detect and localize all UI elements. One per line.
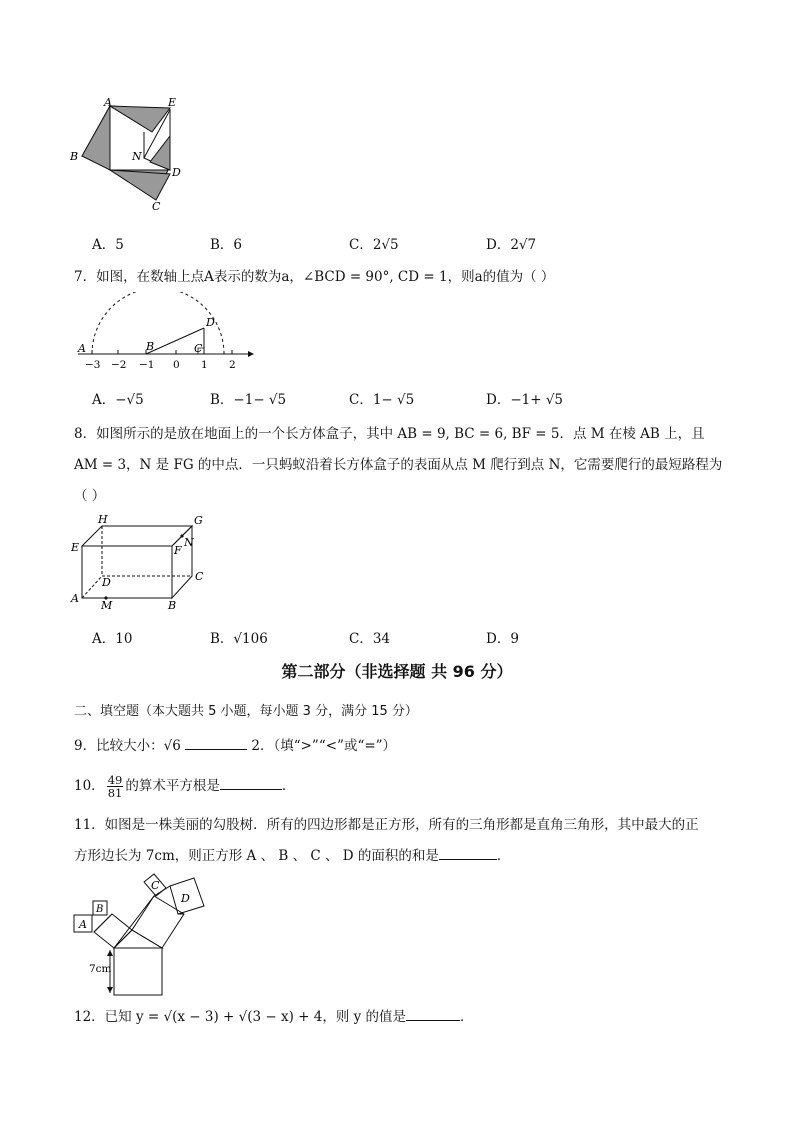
q6-option-b[interactable]: B．6 xyxy=(210,237,243,253)
q8-stem-line1: 8．如图所示的是放在地面上的一个长方体盒子，其中 AB = 9, BC = 6, BF = 5．点 M 在棱 AB 上，且 xyxy=(74,426,705,442)
q6-figure xyxy=(66,96,192,216)
q11-left-square xyxy=(94,914,132,948)
q9-answer-blank[interactable] xyxy=(185,735,247,750)
q8-label-a: A xyxy=(71,592,79,605)
q12: 12．已知 y = √(x − 3) + √(3 − x) + 4，则 y 的值是 ． xyxy=(74,1006,474,1027)
q7-tick-2: 2 xyxy=(229,359,236,371)
q10-denominator: 81 xyxy=(107,786,123,800)
q9 xyxy=(74,735,396,756)
q7-stem: 7．如图，在数轴上点A表示的数为a，∠BCD = 90°, CD = 1，则a的值为（ ） xyxy=(74,269,555,285)
q7-option-d[interactable]: D．−1+ √5 xyxy=(486,392,564,408)
q7-option-a[interactable]: A．−√5 xyxy=(92,392,144,408)
q7-option-c[interactable]: C．1− √5 xyxy=(349,392,415,408)
q6-label-n: N xyxy=(132,150,142,163)
q7-tick-1: 1 xyxy=(201,359,208,371)
q7-arrow-icon xyxy=(248,351,254,357)
q7-tick-neg1: −1 xyxy=(139,359,155,371)
q8-label-d: D xyxy=(102,576,111,589)
q8-stem-line3: （ ） xyxy=(74,488,106,504)
q9-suffix: 2．（填“>”“<”或“=”） xyxy=(251,738,397,754)
q6-label-a: A xyxy=(104,96,112,109)
q11-label-a: A xyxy=(79,918,87,931)
q8-label-g: G xyxy=(194,514,203,527)
q7-number-line xyxy=(72,292,256,374)
q10: 10． $\frac{49}{81}$ 的算术平方根是 ． xyxy=(74,773,296,800)
q8-label-b: B xyxy=(168,599,177,612)
q11-label-b: B xyxy=(96,904,104,915)
q11-answer-blank[interactable] xyxy=(439,845,497,860)
q6-label-e: E xyxy=(168,96,177,109)
q8-front-face xyxy=(82,546,172,598)
q11-label-d: D xyxy=(181,892,190,905)
q8-label-c: C xyxy=(195,570,204,583)
q7-tick-neg3: −3 xyxy=(85,359,101,371)
q11-line2: 方形边长为 7cm，则正方形 A 、 B 、 C 、 D 的面积的和是 ． xyxy=(74,845,510,866)
q8-label-e: E xyxy=(71,541,80,554)
q10-suffix: 的算术平方根是 xyxy=(125,778,220,794)
q11-dimension-arrow-top xyxy=(107,950,113,956)
q11-label-7cm: 7cm xyxy=(89,963,112,975)
q10-numerator: 49 xyxy=(107,773,123,787)
q11-label-c: C xyxy=(151,879,160,892)
q11-right-square xyxy=(132,896,184,948)
q7-point-d: D xyxy=(206,316,215,329)
q7-tick-0: 0 xyxy=(173,359,180,371)
q7-option-b[interactable]: B．−1− √5 xyxy=(210,392,287,408)
q10-prefix: 10． xyxy=(74,778,105,794)
q7-tick-neg2: −2 xyxy=(111,359,127,371)
q8-label-n: N xyxy=(184,536,194,549)
q7-point-c: C xyxy=(194,342,203,355)
q11-pythagoras-tree xyxy=(68,870,218,998)
q6-label-b: B xyxy=(70,150,79,163)
q6-option-c[interactable]: C．2√5 xyxy=(349,237,399,253)
q11-big-square xyxy=(114,948,162,995)
q8-box-figure xyxy=(68,512,214,612)
q6-label-c: C xyxy=(152,200,161,213)
q12-answer-blank[interactable] xyxy=(406,1006,460,1021)
q6-option-a[interactable]: A．5 xyxy=(92,237,124,253)
q10-fraction xyxy=(107,774,124,799)
q6-option-d[interactable]: D．2√7 xyxy=(486,237,537,253)
q9-prefix: 9．比较大小：√6 xyxy=(74,738,181,754)
q8-label-f: F xyxy=(174,544,182,557)
q6-left-triangle xyxy=(82,106,110,170)
q11-dimension-arrow-bottom xyxy=(107,987,113,993)
section2-heading: 二、填空题（本大题共 5 小题，每小题 3 分，满分 15 分） xyxy=(74,704,418,719)
q8-label-h: H xyxy=(98,513,108,526)
q11-line1: 11．如图是一株美丽的勾股树．所有的四边形都是正方形，所有的三角形都是直角三角形，其中最大的正 xyxy=(74,817,699,833)
part2-title: 第二部分（非选择题 共 96 分） xyxy=(281,662,513,681)
q7-point-a: A xyxy=(78,342,86,355)
q10-answer-blank[interactable] xyxy=(220,775,282,790)
q8-option-b[interactable]: B．√106 xyxy=(210,631,268,647)
q7-point-b: B xyxy=(146,340,155,353)
q8-option-a[interactable]: A．10 xyxy=(92,631,133,647)
q6-bottom-triangle xyxy=(110,170,170,200)
q8-stem-line2: AM = 3，N 是 FG 的中点．一只蚂蚁沿着长方体盒子的表面从点 M 爬行到点 N，它需要爬行的最短路程为 xyxy=(74,457,723,473)
q6-label-d: D xyxy=(172,166,181,179)
q8-option-c[interactable]: C．34 xyxy=(349,631,391,647)
q8-option-d[interactable]: D．9 xyxy=(486,631,519,647)
q8-label-m: M xyxy=(101,599,113,612)
